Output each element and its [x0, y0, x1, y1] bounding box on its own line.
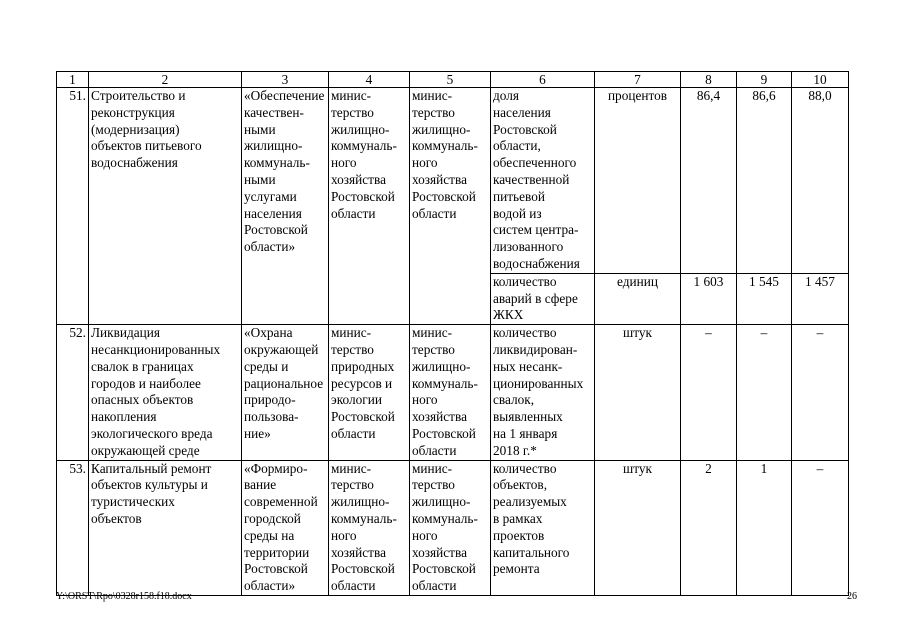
executor-participant: минис- терство жилищно- коммуналь- ного хозяйства Ростовской области — [410, 325, 491, 460]
header-cell: 7 — [595, 72, 681, 88]
header-cell: 8 — [681, 72, 737, 88]
executor-responsible: минис- терство природных ресурсов и экологии Ростовской области — [329, 325, 410, 460]
program-table — [56, 71, 849, 596]
value-col9: 1 — [737, 460, 792, 595]
program-name: «Обеспечение качествен- ными жилищно- коммуналь- ными услугами населения Ростовской области» — [242, 88, 329, 325]
value-col8: – — [681, 325, 737, 460]
indicator-name: количество аварий в сфере ЖКХ — [491, 273, 595, 324]
value-col8: 2 — [681, 460, 737, 595]
program-name: «Формиро- вание современной городской среды на территории Ростовской области» — [242, 460, 329, 595]
value-col8: 86,4 — [681, 88, 737, 274]
value-col10: – — [792, 460, 849, 595]
row-number: 53. — [57, 460, 89, 595]
header-cell: 1 — [57, 72, 89, 88]
file-path: Y:\ORST\Rpo\0328r158.f18.docx — [56, 591, 192, 602]
header-cell: 9 — [737, 72, 792, 88]
executor-participant: минис- терство жилищно- коммуналь- ного хозяйства Ростовской области — [410, 88, 491, 325]
program-name: «Охрана окружающей среды и рациональное природо- пользова- ние» — [242, 325, 329, 460]
row-number: 51. — [57, 88, 89, 325]
header-cell: 3 — [242, 72, 329, 88]
table-row — [57, 460, 849, 595]
value-col10: – — [792, 325, 849, 460]
value-col8: 1 603 — [681, 273, 737, 324]
indicator-unit: штук — [595, 460, 681, 595]
header-cell: 4 — [329, 72, 410, 88]
value-col9: 86,6 — [737, 88, 792, 274]
value-col10: 88,0 — [792, 88, 849, 274]
indicator-name: количество объектов, реализуемых в рамках проектов капитального ремонта — [491, 460, 595, 595]
header-cell: 5 — [410, 72, 491, 88]
measure-name: Строительство и реконструкция (модернизация) объектов питьевого водоснабжения — [89, 88, 242, 325]
page-number: 26 — [847, 591, 857, 602]
measure-name: Ликвидация несанкционированных свалок в границах городов и наиболее опасных объектов накопления экологического вреда окружающей среде — [89, 325, 242, 460]
indicator-name: количество ликвидирован- ных несанк- ционированных свалок, выявленных на 1 января 2018 г.* — [491, 325, 595, 460]
table-row — [57, 88, 849, 274]
value-col9: 1 545 — [737, 273, 792, 324]
indicator-unit: процентов — [595, 88, 681, 274]
indicator-name: доля населения Ростовской области, обеспеченного качественной питьевой водой из систем центра- лизованного водоснабжения — [491, 88, 595, 274]
header-cell: 6 — [491, 72, 595, 88]
executor-responsible: минис- терство жилищно- коммуналь- ного хозяйства Ростовской области — [329, 460, 410, 595]
row-number: 52. — [57, 325, 89, 460]
executor-responsible: минис- терство жилищно- коммуналь- ного хозяйства Ростовской области — [329, 88, 410, 325]
header-cell: 2 — [89, 72, 242, 88]
value-col10: 1 457 — [792, 273, 849, 324]
header-cell: 10 — [792, 72, 849, 88]
executor-participant: минис- терство жилищно- коммуналь- ного хозяйства Ростовской области — [410, 460, 491, 595]
indicator-unit: единиц — [595, 273, 681, 324]
table-row — [57, 325, 849, 460]
header-row — [57, 72, 849, 88]
measure-name: Капитальный ремонт объектов культуры и туристических объектов — [89, 460, 242, 595]
value-col9: – — [737, 325, 792, 460]
indicator-unit: штук — [595, 325, 681, 460]
